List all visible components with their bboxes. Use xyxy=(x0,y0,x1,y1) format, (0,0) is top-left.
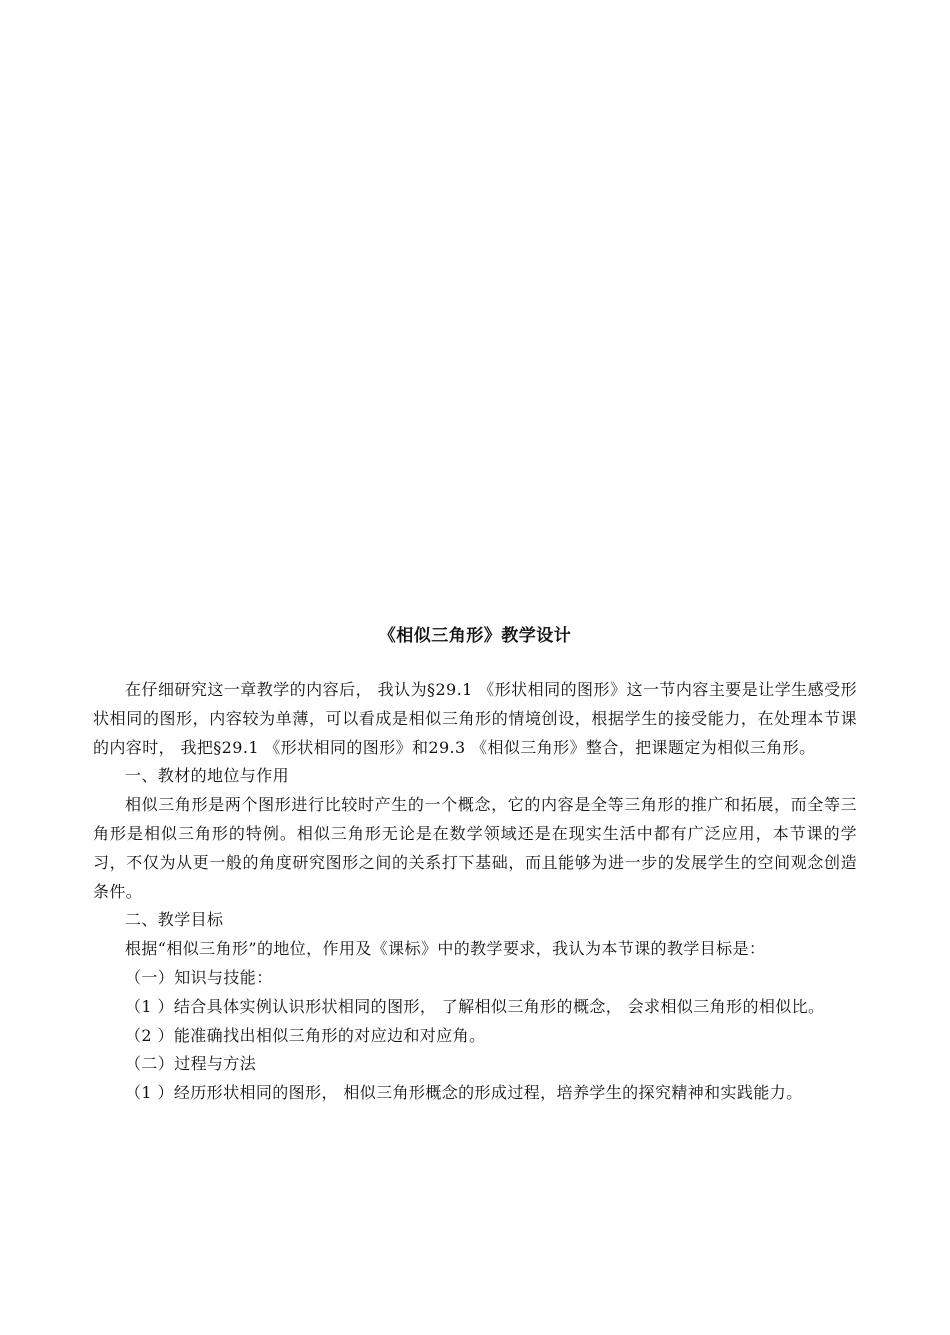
subsection-heading-knowledge: （一）知识与技能： xyxy=(125,967,273,987)
subsection-heading-process: （二）过程与方法 xyxy=(125,1054,257,1074)
paragraph-role: 相似三角形是两个图形进行比较时产生的一个概念，它的内容是全等三角形的推广和拓展，而全等三角形是相似三角形的特例。相似三角形无论是在数学领域还是在现实生活中都有广泛应用，本节课的学习，不仅为从更一般的角度研究图形之间的关系打下基础，而且能够为进一步的发展学生的空间观念创造条件。 xyxy=(93,795,857,901)
document-body xyxy=(93,676,857,1108)
list-item-knowledge-1: （1 ）结合具体实例认识形状相同的图形， 了解相似三角形的概念， 会求相似三角形的相似比。 xyxy=(125,996,825,1016)
paragraph-goals-intro: 根据“相似三角形”的地位，作用及《课标》中的教学要求，我认为本节课的教学目标是： xyxy=(125,939,766,959)
paragraph-intro: 在仔细研究这一章教学的内容后， 我认为§29.1 《形状相同的图形》这一节内容主要是让学生感受形状相同的图形，内容较为单薄，可以看成是相似三角形的情境创设，根据学生的接受能力，在处理本节课的内容时， 我把§29.1 《形状相同的图形》和29.3 《相似三角形》整合，把课题定为相似三角形。 xyxy=(93,680,857,757)
section-heading-1: 一、教材的地位与作用 xyxy=(125,766,290,786)
list-item-knowledge-2: （2 ）能准确找出相似三角形的对应边和对应角。 xyxy=(125,1025,486,1045)
list-item-process-1: （1 ）经历形状相同的图形， 相似三角形概念的形成过程，培养学生的探究精神和实践能力。 xyxy=(125,1083,803,1103)
document-title: 《相似三角形》教学设计 xyxy=(378,626,572,646)
section-heading-2: 二、教学目标 xyxy=(125,910,224,930)
